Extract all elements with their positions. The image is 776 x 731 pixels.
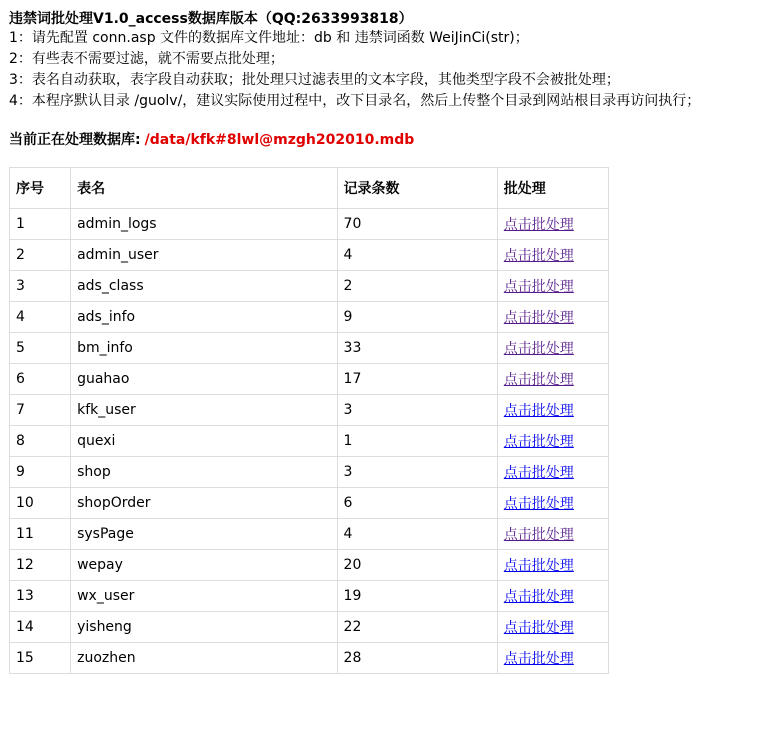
row-batch-cell — [497, 333, 608, 364]
row-batch-cell — [497, 643, 608, 674]
row-record-count: 4 — [337, 240, 497, 271]
row-index: 9 — [10, 457, 71, 488]
batch-process-link[interactable]: 点击批处理 — [503, 310, 574, 326]
row-table-name: bm_info — [71, 333, 337, 364]
row-record-count: 28 — [337, 643, 497, 674]
row-index: 6 — [10, 364, 71, 395]
row-batch-cell — [497, 488, 608, 519]
current-db-line — [9, 130, 769, 150]
row-index: 11 — [10, 519, 71, 550]
table-row — [10, 364, 609, 395]
table-row — [10, 612, 609, 643]
tables-list — [9, 167, 609, 674]
row-record-count: 33 — [337, 333, 497, 364]
row-table-name: quexi — [71, 426, 337, 457]
header-batch: 批处理 — [497, 168, 608, 209]
row-record-count: 70 — [337, 209, 497, 240]
row-record-count: 3 — [337, 395, 497, 426]
row-table-name: yisheng — [71, 612, 337, 643]
row-batch-cell — [497, 550, 608, 581]
table-row — [10, 581, 609, 612]
batch-process-link[interactable]: 点击批处理 — [503, 248, 574, 264]
row-index: 10 — [10, 488, 71, 519]
row-table-name: wx_user — [71, 581, 337, 612]
row-index: 14 — [10, 612, 71, 643]
table-row — [10, 643, 609, 674]
row-record-count: 4 — [337, 519, 497, 550]
row-batch-cell — [497, 364, 608, 395]
row-record-count: 3 — [337, 457, 497, 488]
row-table-name: shop — [71, 457, 337, 488]
batch-process-link[interactable]: 点击批处理 — [503, 527, 574, 543]
instruction-line-1: 1：请先配置 conn.asp 文件的数据库文件地址：db 和 违禁词函数 WeiJinCi(str)； — [9, 30, 529, 46]
row-table-name: ads_class — [71, 271, 337, 302]
table-body — [10, 209, 609, 674]
intro-section — [9, 10, 769, 150]
instruction-line-4: 4：本程序默认目录 /guolv/，建议实际使用过程中，改下目录名，然后上传整个目录到网站根目录再访问执行； — [9, 93, 701, 109]
row-table-name: wepay — [71, 550, 337, 581]
row-batch-cell — [497, 612, 608, 643]
row-index: 3 — [10, 271, 71, 302]
batch-process-link[interactable]: 点击批处理 — [503, 589, 574, 605]
table-row — [10, 519, 609, 550]
row-record-count: 20 — [337, 550, 497, 581]
row-table-name: shopOrder — [71, 488, 337, 519]
batch-process-link[interactable]: 点击批处理 — [503, 496, 574, 512]
table-row — [10, 488, 609, 519]
batch-process-link[interactable]: 点击批处理 — [503, 651, 574, 667]
batch-process-link[interactable]: 点击批处理 — [503, 434, 574, 450]
row-record-count: 19 — [337, 581, 497, 612]
batch-process-link[interactable]: 点击批处理 — [503, 465, 574, 481]
row-table-name: admin_user — [71, 240, 337, 271]
row-record-count: 1 — [337, 426, 497, 457]
instruction-line-2: 2：有些表不需要过滤，就不需要点批处理； — [9, 51, 284, 67]
row-record-count: 9 — [337, 302, 497, 333]
row-index: 7 — [10, 395, 71, 426]
table-row — [10, 395, 609, 426]
row-record-count: 2 — [337, 271, 497, 302]
row-index: 5 — [10, 333, 71, 364]
row-index: 8 — [10, 426, 71, 457]
row-table-name: zuozhen — [71, 643, 337, 674]
table-header-row — [10, 168, 609, 209]
row-table-name: ads_info — [71, 302, 337, 333]
row-table-name: guahao — [71, 364, 337, 395]
batch-process-link[interactable]: 点击批处理 — [503, 279, 574, 295]
row-batch-cell — [497, 302, 608, 333]
row-record-count: 22 — [337, 612, 497, 643]
row-table-name: admin_logs — [71, 209, 337, 240]
table-row — [10, 209, 609, 240]
batch-process-link[interactable]: 点击批处理 — [503, 217, 574, 233]
row-batch-cell — [497, 519, 608, 550]
row-record-count: 17 — [337, 364, 497, 395]
row-table-name: sysPage — [71, 519, 337, 550]
current-db-label: 当前正在处理数据库: — [9, 132, 141, 148]
row-batch-cell — [497, 426, 608, 457]
table-row — [10, 271, 609, 302]
row-batch-cell — [497, 395, 608, 426]
row-index: 1 — [10, 209, 71, 240]
batch-process-link[interactable]: 点击批处理 — [503, 341, 574, 357]
row-index: 4 — [10, 302, 71, 333]
header-record-count: 记录条数 — [337, 168, 497, 209]
table-row — [10, 240, 609, 271]
batch-process-link[interactable]: 点击批处理 — [503, 558, 574, 574]
header-table-name: 表名 — [71, 168, 337, 209]
table-row — [10, 333, 609, 364]
row-batch-cell — [497, 581, 608, 612]
table-row — [10, 550, 609, 581]
instruction-line-3: 3：表名自动获取，表字段自动获取；批处理只过滤表里的文本字段，其他类型字段不会被批处理； — [9, 72, 620, 88]
row-table-name: kfk_user — [71, 395, 337, 426]
row-batch-cell — [497, 457, 608, 488]
row-batch-cell — [497, 240, 608, 271]
row-index: 12 — [10, 550, 71, 581]
table-row — [10, 457, 609, 488]
row-index: 13 — [10, 581, 71, 612]
row-index: 15 — [10, 643, 71, 674]
batch-process-link[interactable]: 点击批处理 — [503, 403, 574, 419]
batch-process-link[interactable]: 点击批处理 — [503, 620, 574, 636]
row-index: 2 — [10, 240, 71, 271]
row-record-count: 6 — [337, 488, 497, 519]
header-index: 序号 — [10, 168, 71, 209]
table-row — [10, 302, 609, 333]
current-db-path: /data/kfk#8lwl@mzgh202010.mdb — [144, 132, 415, 148]
table-row — [10, 426, 609, 457]
row-batch-cell — [497, 209, 608, 240]
page-title: 违禁词批处理V1.0_access数据库版本（QQ:2633993818） — [9, 11, 413, 27]
batch-process-link[interactable]: 点击批处理 — [503, 372, 574, 388]
row-batch-cell — [497, 271, 608, 302]
